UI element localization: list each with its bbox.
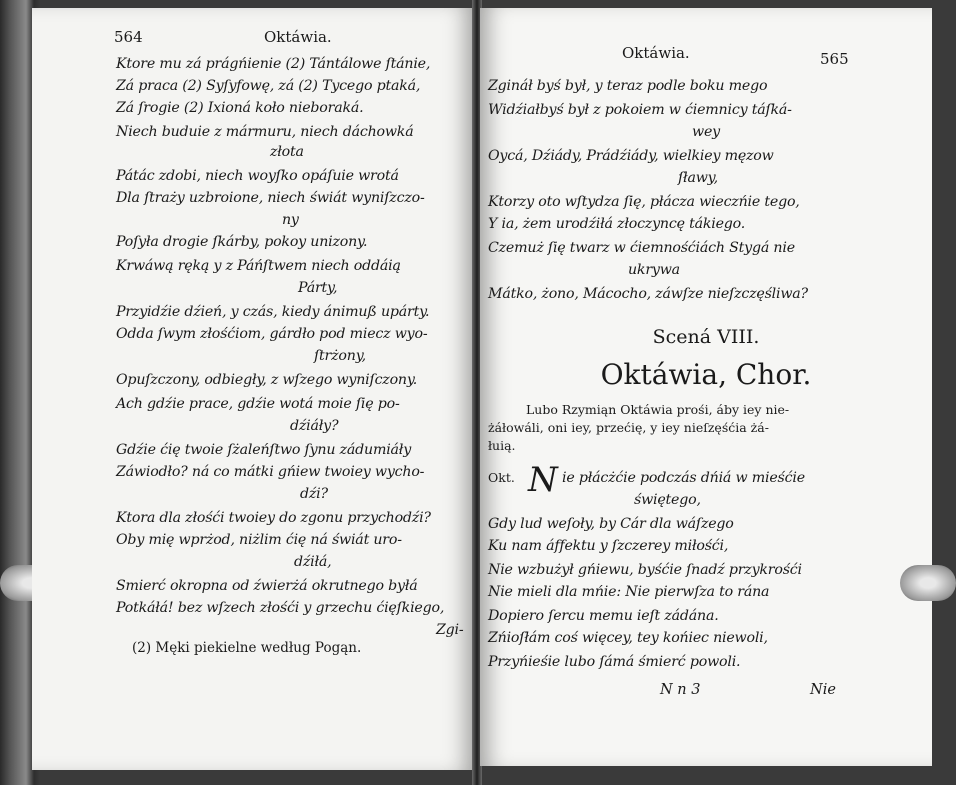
text-line: Smierć okropna od źwierżá okrutnego byłá bbox=[116, 578, 418, 594]
verse-line: Gdy lud weſoły, by Cár dla wáſzego bbox=[488, 516, 734, 532]
stage-direction: Lubo Rzymiąn Oktáwia prośi, áby iey nie- bbox=[526, 402, 790, 417]
text-line: Pátác zdobi, niech woyſko opáſuie wrotá bbox=[116, 168, 399, 184]
right-page-clip bbox=[900, 565, 956, 601]
text-line: Opuſzczony, odbiegły, z wſzego wyniſczony. bbox=[116, 372, 418, 388]
catchword: Nie bbox=[810, 682, 836, 698]
drop-cap: N bbox=[528, 460, 558, 500]
text-line: ukrywa bbox=[628, 262, 680, 278]
text-line: Zá praca (2) Syſyfowę, zá (2) Tycego ptaká, bbox=[116, 78, 421, 94]
verse-line: Nie mieli dla mńie: Nie pierwſza to rána bbox=[488, 584, 770, 600]
text-line: ſławy, bbox=[678, 170, 718, 186]
text-line: Przyidźie dźień, y czás, kiedy ánimuß upárty. bbox=[116, 304, 430, 320]
page-number: 565 bbox=[820, 50, 849, 68]
verse-line: Nie wzbużył gńiewu, byśćie ſnadź przykrośći bbox=[488, 562, 802, 578]
text-line: dźiłá, bbox=[294, 554, 332, 570]
text-line: Ach gdźie prace, gdźie wotá moie ſię po- bbox=[116, 396, 400, 412]
text-line: ny bbox=[282, 212, 299, 228]
catchword: Zgi- bbox=[436, 622, 464, 638]
verse-line: świętego, bbox=[634, 492, 701, 508]
text-line: wey bbox=[692, 124, 720, 140]
text-line: Zá ſrogie (2) Ixioná koło nieboraká. bbox=[116, 100, 364, 116]
signature-mark: N n 3 bbox=[660, 682, 701, 698]
running-head: Oktáwia. bbox=[622, 44, 690, 62]
running-head: Oktáwia. bbox=[264, 28, 332, 46]
text-line: złota bbox=[270, 144, 304, 160]
stage-direction: łuią. bbox=[488, 438, 516, 453]
text-line: Oycá, Dźiády, Prádźiády, wielkiey męzow bbox=[488, 148, 774, 164]
text-line: Oby mię wprżod, niżlim ćię ná świát uro- bbox=[116, 532, 402, 548]
text-line: Y ia, żem urodźiłá złoczyncę tákiego. bbox=[488, 216, 746, 232]
text-line: Párty, bbox=[298, 280, 338, 296]
text-line: dźiáły? bbox=[290, 418, 339, 434]
text-line: Dla ſtraży uzbroione, niech świát wyniſzczo- bbox=[116, 190, 425, 206]
text-line: Widźiałbyś był z pokoiem w ćiemnicy táſká- bbox=[488, 102, 792, 118]
text-line: Ktorzy oto wſtydza ſię, płácza wieczńie tego, bbox=[488, 194, 800, 210]
stage-direction: żáłowáli, oni iey, przećię, y iey nieſzęśćia żá- bbox=[488, 420, 769, 435]
text-line: Niech buduie z mármuru, niech dáchowká bbox=[116, 124, 414, 140]
verse-line: Zńioſłám coś więcey, tey końiec niewoli, bbox=[488, 630, 768, 646]
text-line: Záwiodło? ná co mátki gńiew twoiey wycho- bbox=[116, 464, 425, 480]
text-line: Potkáłá! bez wſzech złośći y grzechu ćięſkiego, bbox=[116, 600, 445, 616]
verse-line: Przyńieśie lubo ſámá śmierć powoli. bbox=[488, 654, 741, 670]
text-line: Gdźie ćię twoie ſżaleńſtwo ſynu zádumiáły bbox=[116, 442, 412, 458]
text-line: Poſyła drogie ſkárby, pokoy unizony. bbox=[116, 234, 368, 250]
text-line: Ktora dla złośći twoiey do zgonu przychodźi? bbox=[116, 510, 431, 526]
text-line: dźi? bbox=[300, 486, 328, 502]
text-line: Krwáwą ręką y z Páńſtwem niech oddáią bbox=[116, 258, 401, 274]
text-line: Odda ſwym złośćiom, gárdło pod miecz wyo- bbox=[116, 326, 428, 342]
speaker-label: Okt. bbox=[488, 470, 515, 485]
text-line: ſtrżony, bbox=[314, 348, 366, 364]
scene-title: Oktáwia, Chor. bbox=[600, 358, 812, 391]
right-page bbox=[480, 8, 932, 766]
text-line: Czemuż ſię twarz w ćiemnośćiách Stygá nie bbox=[488, 240, 795, 256]
left-page bbox=[32, 8, 474, 770]
text-line: Zgináł byś był, y teraz podle boku mego bbox=[488, 78, 768, 94]
text-line: Ktore mu zá prágńienie (2) Tántálowe ſtánie, bbox=[116, 56, 431, 72]
footnote: (2) Męki piekielne według Pogąn. bbox=[132, 640, 362, 656]
verse-line: ie płácżćie podczás dńiá w mieśćie bbox=[562, 470, 805, 486]
text-line: Mátko, żono, Mácocho, záwſze nieſzczęśliwa? bbox=[488, 286, 808, 302]
verse-line: Dopiero ſercu memu ieſt zádána. bbox=[488, 608, 719, 624]
scene-heading: Scená VIII. bbox=[652, 326, 760, 348]
verse-line: Ku nam áffektu y ſzczerey miłośći, bbox=[488, 538, 729, 554]
page-number: 564 bbox=[114, 28, 143, 46]
